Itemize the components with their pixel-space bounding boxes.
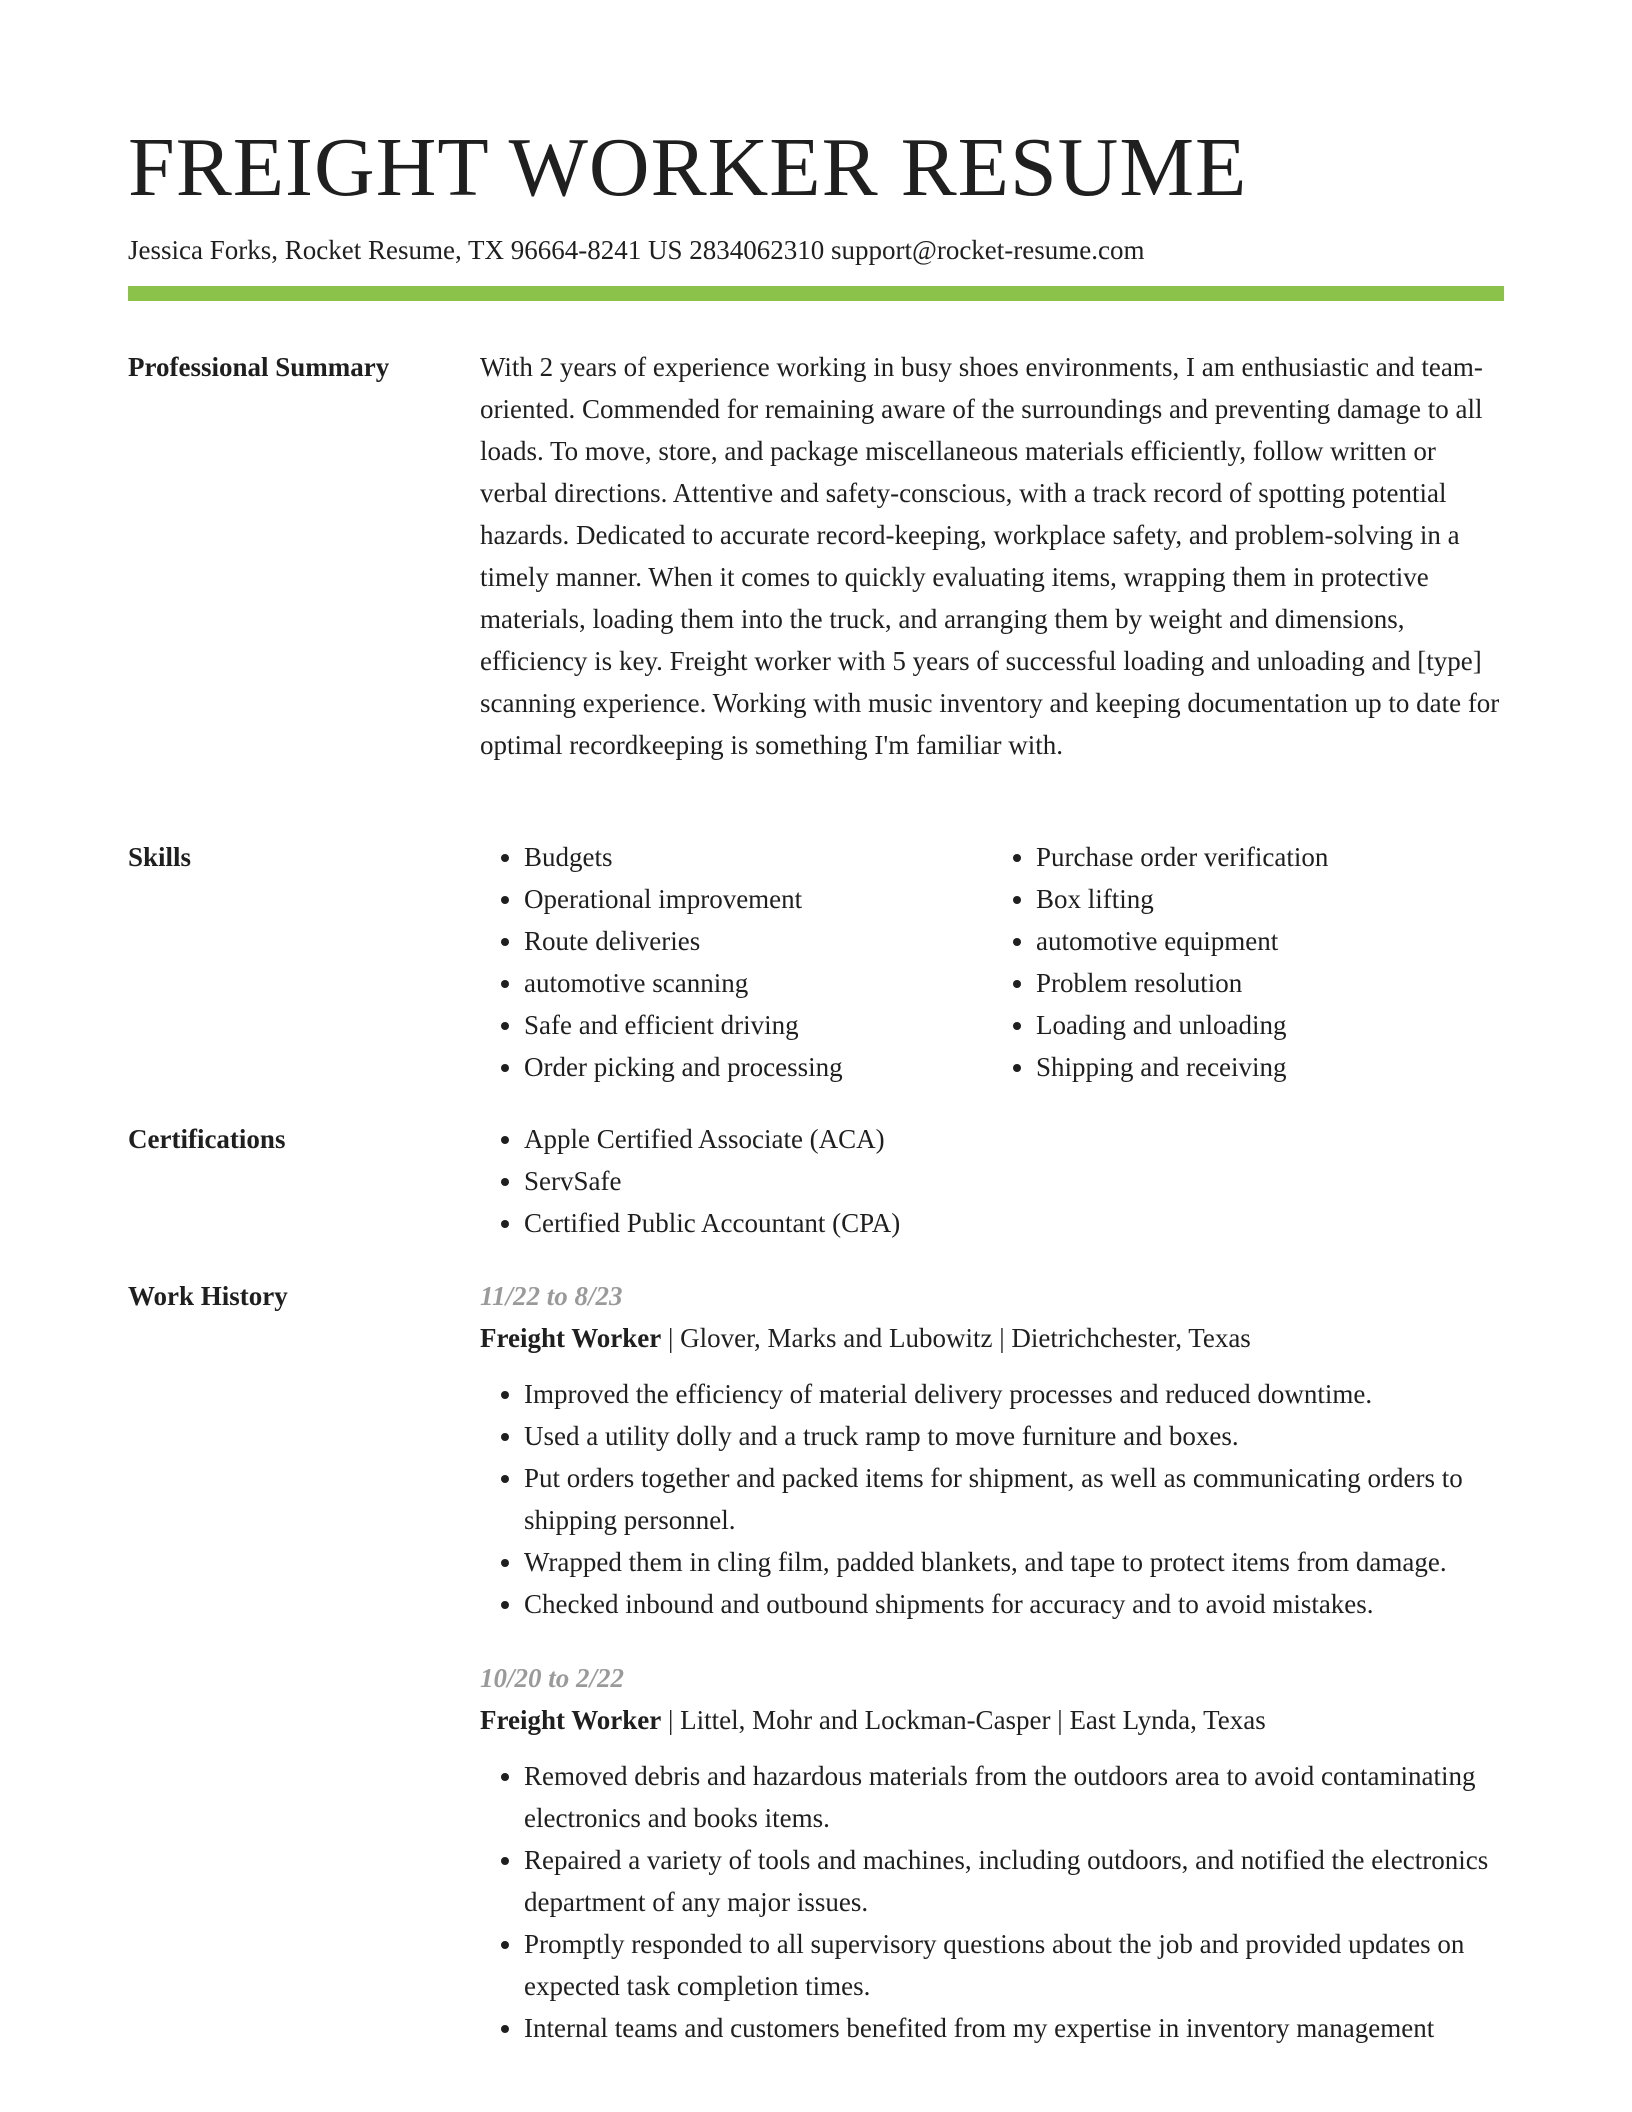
skills-list-left xyxy=(480,836,992,1088)
skill-item: • Problem resolution xyxy=(1036,962,1504,1004)
job-dates: 11/22 to 8/23 xyxy=(480,1281,623,1311)
skills-label: Skills xyxy=(128,842,192,872)
job-entry xyxy=(480,1275,1504,1625)
skill-item: • Budgets xyxy=(524,836,992,878)
job-bullet: • Promptly responded to all supervisory questions about the job and provided updates on expected task completion times. xyxy=(524,1923,1504,2007)
job-bullet: • Wrapped them in cling film, padded blankets, and tape to protect items from damage. xyxy=(524,1541,1504,1583)
summary-body xyxy=(480,346,1504,766)
skill-item: • Operational improvement xyxy=(524,878,992,920)
summary-text: With 2 years of experience working in busy shoes environments, I am enthusiastic and team-oriented. Commended for remaining aware of the surroundings and preventing damage to all loads. To move, store, and package miscellaneous materials efficiently, follow written or verbal directions. Attentive and safety-conscious, with a track record of spotting potential hazards. Dedicated to accurate record-keeping, workplace safety, and problem-solving in a timely manner. When it comes to quickly evaluating items, wrapping them in protective materials, loading them into the truck, and arranging them by weight and dimensions, efficiency is key. Freight worker with 5 years of successful loading and unloading and [type] scanning experience. Working with music inventory and keeping documentation up to date for optimal recordkeeping is something I'm familiar with. xyxy=(480,352,1500,760)
certifications-list xyxy=(480,1118,1504,1244)
contact-line: Jessica Forks, Rocket Resume, TX 96664-8241 US 2834062310 support@rocket-resume.com xyxy=(128,235,1145,265)
certification-item: • Certified Public Accountant (CPA) xyxy=(524,1202,1504,1244)
skill-item: • automotive scanning xyxy=(524,962,992,1004)
job-details: | Littel, Mohr and Lockman-Casper | East Lynda, Texas xyxy=(661,1705,1266,1735)
skills-list-right xyxy=(992,836,1504,1088)
resume-title: FREIGHT WORKER RESUME xyxy=(128,121,1248,214)
skills-columns xyxy=(480,836,1504,1088)
job-bullet: • Checked inbound and outbound shipments for accuracy and to avoid mistakes. xyxy=(524,1583,1504,1625)
accent-divider xyxy=(128,286,1504,301)
skill-item: • Safe and efficient driving xyxy=(524,1004,992,1046)
job-dates: 10/20 to 2/22 xyxy=(480,1663,625,1693)
skill-item: • Route deliveries xyxy=(524,920,992,962)
job-bullet: • Improved the efficiency of material delivery processes and reduced downtime. xyxy=(524,1373,1504,1415)
certifications-label: Certifications xyxy=(128,1124,286,1154)
work-history-label: Work History xyxy=(128,1281,288,1311)
job-heading xyxy=(480,1699,1504,1741)
job-bullets xyxy=(480,1373,1504,1625)
job-bullets xyxy=(480,1755,1504,2049)
certification-item: • ServSafe xyxy=(524,1160,1504,1202)
job-title: Freight Worker xyxy=(480,1705,662,1735)
job-title: Freight Worker xyxy=(480,1323,662,1353)
work-history-body xyxy=(480,1275,1504,2081)
job-heading xyxy=(480,1317,1504,1359)
skill-item: • Order picking and processing xyxy=(524,1046,992,1088)
summary-label: Professional Summary xyxy=(128,352,390,382)
skill-item: • Purchase order verification xyxy=(1036,836,1504,878)
job-details: | Glover, Marks and Lubowitz | Dietrichchester, Texas xyxy=(661,1323,1251,1353)
skill-item: • Shipping and receiving xyxy=(1036,1046,1504,1088)
job-entry xyxy=(480,1657,1504,2049)
skill-item: • Box lifting xyxy=(1036,878,1504,920)
job-bullet: • Used a utility dolly and a truck ramp to move furniture and boxes. xyxy=(524,1415,1504,1457)
job-bullet: • Repaired a variety of tools and machines, including outdoors, and notified the electronics department of any major issues. xyxy=(524,1839,1504,1923)
skills-body xyxy=(480,836,1504,1088)
job-bullet: • Removed debris and hazardous materials from the outdoors area to avoid contaminating electronics and books items. xyxy=(524,1755,1504,1839)
job-bullet: • Internal teams and customers benefited from my expertise in inventory management xyxy=(524,2007,1504,2049)
skill-item: • automotive equipment xyxy=(1036,920,1504,962)
skill-item: • Loading and unloading xyxy=(1036,1004,1504,1046)
certifications-body xyxy=(480,1118,1504,1244)
job-bullet: • Put orders together and packed items for shipment, as well as communicating orders to shipping personnel. xyxy=(524,1457,1504,1541)
certification-item: • Apple Certified Associate (ACA) xyxy=(524,1118,1504,1160)
